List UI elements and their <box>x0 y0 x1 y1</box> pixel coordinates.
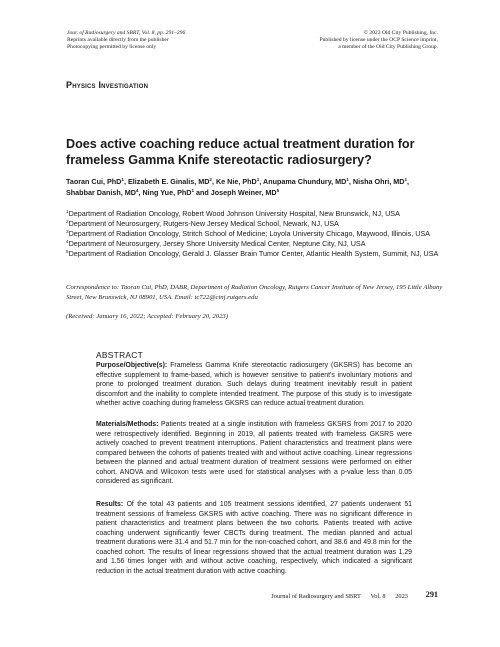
received-dates: (Received: January 16, 2022; Accepted: February 20, 2023) <box>66 313 228 320</box>
results-label: Results: <box>96 501 124 508</box>
header-copyright-line: © 2023 Old City Publishing, Inc. <box>363 30 438 36</box>
header-member-line: a member of the Old City Publishing Group. <box>338 43 438 50</box>
author: Ke Nie, PhD$^1$, <box>215 177 264 186</box>
affiliation-list <box>66 209 451 259</box>
purpose-label: Purpose/Objective(s): <box>96 362 168 369</box>
affiliation-item: $^4$Department of Neurosurgery, Jersey Shore University Medical Center, Neptune City, NJ, USA <box>66 239 366 249</box>
header-right <box>320 30 439 50</box>
author: Ning Yue, PhD$^1$ and <box>142 188 211 197</box>
author: Joseph Weiner, $MD^5$ <box>210 188 280 197</box>
footer-journal: Journal of Radiosurgery and SBRT <box>271 593 361 600</box>
author: Anupama Chundury, $MD^1$, <box>263 177 353 186</box>
author-list <box>66 176 446 198</box>
abstract-methods <box>96 420 412 487</box>
affiliation-item: $^2$Department of Neurosurgery, Rutgers-New Jersey Medical School, Newark, NJ, USA <box>66 219 339 229</box>
section-label <box>66 80 148 90</box>
abstract-results <box>96 500 412 576</box>
affiliation-item: $^1$Department of Radiation Oncology, Robert Wood Johnson University Hospital, New Brunswick, NJ, USA <box>66 209 400 218</box>
results-text: Of the total 43 patients and 105 treatment sessions identified, 27 patients underwent 51 treatment sessions of frameless GKSRS with active coaching. There was no significant difference in patient characteristics and treatment plans between the two cohorts. Patients treated with active coaching underwent significantly fewer CBCTs during treatment. The median planned and actual treatment durations were 31.4 and 51.7 min for the non-coached cohort, and 38.6 and 49.8 min for the coached cohort. The results of linear regressions showed that the actual treatment duration was 1.29 and 1.56 times longer with and without active coaching, respectively, which indicated a significant reduction in the actual treatment duration with active coaching. <box>96 501 412 575</box>
methods-text: Patients treated at a single institution with frameless GKSRS from 2017 to 2020 were retrospectively identified. Beginning in 2019, all patients treated with frameless GKSRS were actively coached to prevent treatment interruptions. Patient characteristics and treatment plans were compared between the cohorts of patients treated with and without active coaching. Linear regressions between the planned and actual treatment duration of treatment sessions were performed on either cohort. ANOVA and Wilcoxon tests were used for statistical analyses with a p-value less than 0.05 considered as significant. <box>96 421 412 486</box>
header-journal-line: Jour. of Radiosurgery and SBRT, Vol. 8, pp. 291–296 <box>67 30 186 36</box>
affiliation-item: $^3$Department of Radiation Oncology, Stritch School of Medicine; Loyola University Chicago, Maywood, Illinois, USA <box>66 229 430 239</box>
header-photocopy-line: Photocopying permitted by license only <box>67 43 157 50</box>
page-number: 291 <box>425 590 438 599</box>
purpose-text: Frameless Gamma Knife stereotactic radiosurgery (GKSRS) has become an effective supplement to frame-based, which is however sensitive to patient's involuntary motions and prone to prolonged treatment duration. Such delays during treatment inevitably result in patient discomfort and the inability to complete intended treatment. The purpose of this study is to investigate whether active coaching during frameless GKSRS can reduce actual treatment duration. <box>96 362 412 408</box>
header-left <box>67 30 185 50</box>
correspondence: Correspondence to: Taoran Cui, PhD, DABR, Department of Radiation Oncology, Rutgers Cancer Institute of New Jersey, 195 Little Albany Street, New Brunswick, NJ 08901, USA. Email: tc722@cinj.rutgers.edu <box>66 284 443 301</box>
article-title: Does active coaching reduce actual treatment duration for frameless Gamma Knife stereotactic radiosurgery? <box>66 137 415 167</box>
abstract-heading: ABSTRACT <box>96 350 144 360</box>
header-license-line: Published by license under the OCP Science imprint, <box>319 36 438 43</box>
page-footer <box>271 593 408 600</box>
footer-year: 2023 <box>395 593 408 600</box>
author: Taoran Cui, PhD$^1$, <box>66 177 128 186</box>
author: Elizabeth E. Ginalis, $MD^2$, <box>127 177 216 186</box>
footer-volume: Vol. 8 <box>370 593 386 600</box>
abstract-purpose <box>96 361 412 409</box>
header-reprints-line: Reprints available directly from the publisher <box>67 36 169 43</box>
affiliation-item: $^5$Department of Radiation Oncology, Gerald J. Glasser Brain Tumor Center, Atlantic Health System, Summit, NJ, USA <box>66 249 439 259</box>
author: Shabbar Danish, $MD^4$, <box>66 188 143 197</box>
methods-label: Materials/Methods: <box>96 421 159 428</box>
section-label-text: Physics Investigation <box>66 80 149 90</box>
author: Nisha Ohri, $MD^1$, <box>352 177 410 186</box>
